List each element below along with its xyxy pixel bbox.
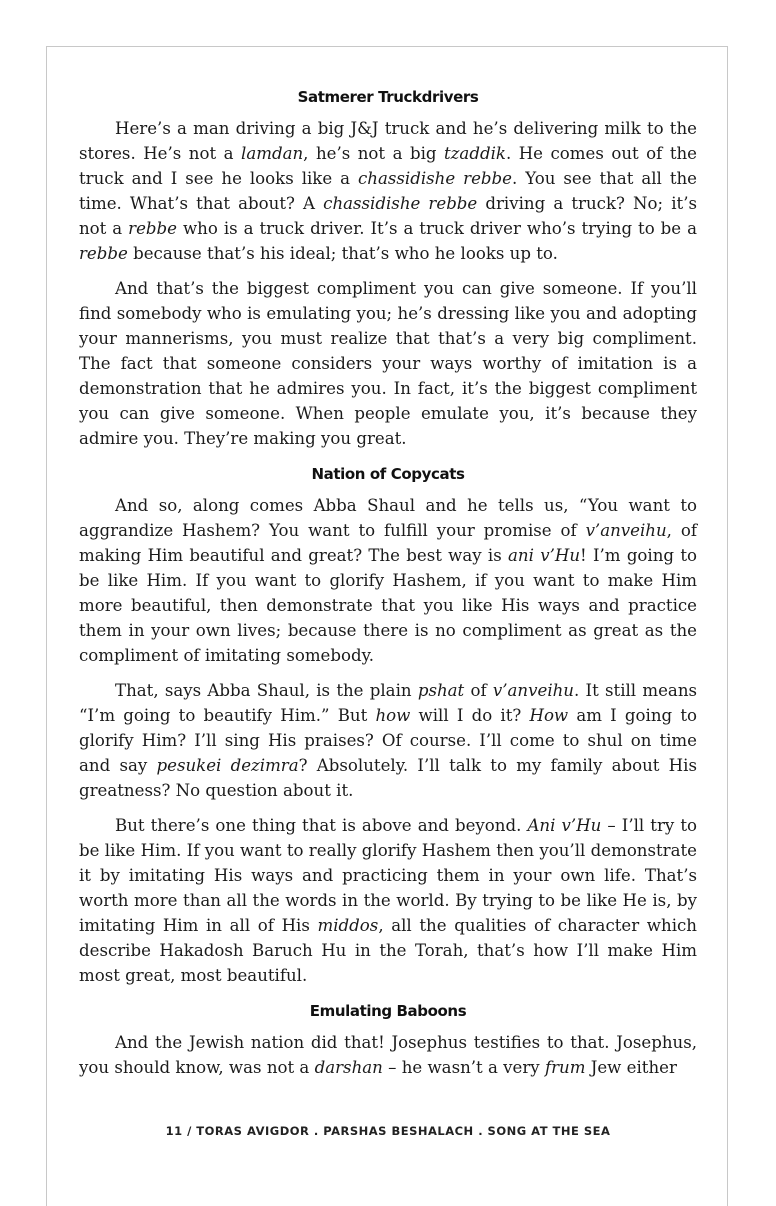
- text-run: , he’s not a big: [303, 144, 445, 163]
- text-run: am I going to glorify Him? I’ll sing His praises? Of course. I’ll come to shul on time and say: [79, 706, 697, 775]
- italic-term: pesukei dezimra: [156, 756, 299, 775]
- body-paragraph: [79, 276, 697, 451]
- text-run: . He comes out of the truck and I see he looks like a: [79, 144, 697, 188]
- italic-term: v’anveihu: [492, 681, 574, 700]
- text-run: Here’s a man driving a big J&J truck and he’s delivering milk to the stores. He’s not a: [79, 119, 697, 163]
- text-run: will I do it?: [410, 706, 530, 725]
- text-run: driving a truck? No; it’s not a: [79, 194, 697, 238]
- body-paragraph: [79, 678, 697, 803]
- italic-term: lamdan: [241, 144, 304, 163]
- italic-term: v’anveihu: [585, 521, 667, 540]
- italic-term: How: [529, 706, 569, 725]
- italic-term: darshan: [314, 1058, 383, 1077]
- italic-term: rebbe: [128, 219, 177, 238]
- text-run: , of making Him beautiful and great? The best way is: [79, 521, 697, 565]
- italic-term: Ani v’Hu: [527, 816, 602, 835]
- text-run: of: [464, 681, 493, 700]
- text-run: who is a truck driver. It’s a truck driver who’s trying to be a: [177, 219, 697, 238]
- text-run: And so, along comes Abba Shaul and he tells us, “You want to aggrandize Hashem? You want to fulfill your promise of: [79, 496, 697, 540]
- section-heading: Emulating Baboons: [309, 1002, 467, 1020]
- text-run: – I’ll try to be like Him. If you want to really glorify Hashem then you’ll demonstrate it by imitating His ways and practicing them in your own life. That’s worth more than all the words in the world. By trying to be like He is, by imitating Him in all of His: [79, 816, 698, 935]
- body-paragraph: [79, 813, 697, 988]
- page-footer: 11 / TORAS AVIGDOR . PARSHAS BESHALACH . SONG AT THE SEA: [165, 1124, 611, 1138]
- text-run: , all the qualities of character which describe Hakadosh Baruch Hu in the Torah, that’s how I’ll make Him most great, most beautiful.: [79, 916, 697, 985]
- italic-term: pshat: [417, 681, 465, 700]
- text-run: . You see that all the time. What’s that about? A: [79, 169, 698, 213]
- italic-term: ani v’Hu: [508, 546, 581, 565]
- text-run: ! I’m going to be like Him. If you want to glorify Hashem, if you want to make Him more beautiful, then demonstrate that you like His ways and practice them in your own lives; because there is no compliment as great as the compliment of imitating somebody.: [79, 546, 697, 665]
- text-run: – he wasn’t a very: [382, 1058, 545, 1077]
- text-run: And that’s the biggest compliment you can give someone. If you’ll find somebody who is emulating you; he’s dressing like you and adopting your mannerisms, you must realize that that’s a very big compliment. The fact that someone considers your ways worthy of imitation is a demonstration that he admires you. In fact, it’s the biggest compliment you can give someone. When people emulate you, it’s because they admire you. They’re making you great.: [79, 279, 697, 448]
- section-heading: Satmerer Truckdrivers: [297, 88, 479, 106]
- italic-term: rebbe: [79, 244, 128, 263]
- italic-term: how: [375, 706, 411, 725]
- body-paragraph: [79, 493, 697, 668]
- text-run: because that’s his ideal; that’s who he looks up to.: [127, 244, 558, 263]
- italic-term: chassidishe rebbe: [358, 169, 512, 188]
- text-run: That, says Abba Shaul, is the plain: [115, 681, 418, 700]
- body-paragraph: [79, 1030, 697, 1080]
- italic-term: tzaddik: [444, 144, 506, 163]
- text-run: Jew either: [585, 1058, 677, 1077]
- body-paragraph: [79, 116, 697, 266]
- text-run: ? Absolutely. I’ll talk to my family about His greatness? No question about it.: [79, 756, 697, 800]
- italic-term: frum: [544, 1058, 586, 1077]
- italic-term: chassidishe rebbe: [323, 194, 478, 213]
- text-run: And the Jewish nation did that! Josephus testifies to that. Josephus, you should know, was not a: [79, 1033, 697, 1077]
- page-body: [79, 84, 697, 1090]
- italic-term: middos: [317, 916, 379, 935]
- text-run: But there’s one thing that is above and beyond.: [115, 816, 528, 835]
- section-heading: Nation of Copycats: [311, 465, 465, 483]
- text-run: . It still means “I’m going to beautify Him.” But: [79, 681, 698, 725]
